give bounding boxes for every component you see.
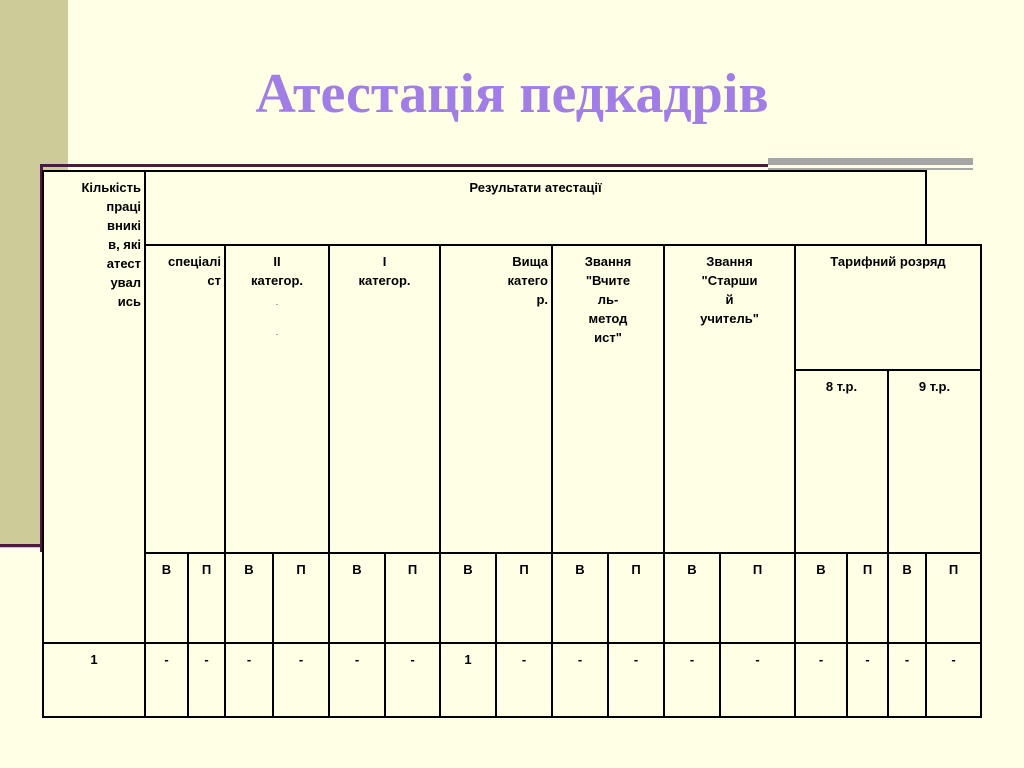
results-header: Результати атестації — [145, 171, 926, 245]
table-row — [43, 643, 981, 717]
row-cell: - — [888, 643, 926, 717]
vp-label: В — [795, 553, 847, 643]
cat-2-dot-mark: · · — [275, 300, 279, 339]
tariff-9: 9 т.р. — [888, 370, 981, 553]
cat-senior-teacher: Звання "Старши й учитель" — [664, 245, 795, 553]
vp-label: В — [664, 553, 720, 643]
row-cell: - — [847, 643, 888, 717]
cat-2 — [225, 245, 329, 553]
attestation-table — [42, 170, 982, 718]
row-cell: - — [664, 643, 720, 717]
row-cell: - — [795, 643, 847, 717]
tariff-8: 8 т.р. — [795, 370, 888, 553]
row-cell: - — [329, 643, 385, 717]
row-cell: - — [720, 643, 795, 717]
row-cell: - — [188, 643, 225, 717]
vp-label: П — [188, 553, 225, 643]
vp-label: П — [608, 553, 664, 643]
row-cell: - — [145, 643, 188, 717]
row-cell: - — [552, 643, 608, 717]
row-cell: - — [608, 643, 664, 717]
row-cell: - — [496, 643, 552, 717]
vp-label: П — [720, 553, 795, 643]
row-cell: - — [926, 643, 981, 717]
cat-2-label: ІІ категор. — [250, 254, 304, 288]
count-header: Кількість праці вникі в, які атест увал ись — [43, 171, 145, 643]
vp-label: В — [552, 553, 608, 643]
vp-label: В — [329, 553, 385, 643]
page-title: Атестація педкадрів — [255, 63, 769, 125]
vp-label: В — [888, 553, 926, 643]
vp-label: П — [385, 553, 440, 643]
cat-1: І категор. — [329, 245, 440, 553]
row-cell: - — [225, 643, 273, 717]
vp-label: П — [496, 553, 552, 643]
cat-tariff: Тарифний розряд — [795, 245, 981, 370]
row-count: 1 — [43, 643, 145, 717]
vp-label: В — [440, 553, 496, 643]
cat-teacher-methodist: Звання "Вчите ль- метод ист" — [552, 245, 664, 553]
vp-label: П — [273, 553, 329, 643]
vp-label: П — [926, 553, 981, 643]
vp-label: В — [145, 553, 188, 643]
row-cell: - — [385, 643, 440, 717]
row-cell: - — [273, 643, 329, 717]
vp-label: В — [225, 553, 273, 643]
cat-specialist: спеціалі ст — [145, 245, 225, 553]
cat-higher: Вища катего р. — [440, 245, 552, 553]
vp-label: П — [847, 553, 888, 643]
row-cell: 1 — [440, 643, 496, 717]
